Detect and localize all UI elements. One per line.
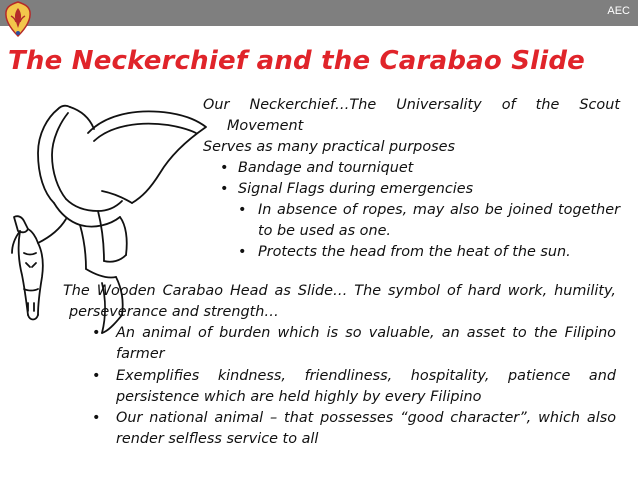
list-item: [220, 179, 620, 200]
slide-title: The Neckerchief and the Carabao Slide: [8, 46, 585, 76]
bullet-icon: •: [238, 244, 247, 260]
list-item-text: An animal of burden which is so valuable, an asset to the Filipino farmer: [116, 325, 616, 362]
list-item: [92, 366, 616, 408]
bullet-icon: •: [92, 368, 101, 384]
list-item: [92, 408, 616, 450]
bullet-icon: •: [220, 181, 229, 197]
list-item: [238, 200, 620, 242]
bullet-icon: •: [92, 410, 101, 426]
section1-subheading: Serves as many practical purposes: [203, 139, 455, 155]
bullet-icon: •: [92, 325, 101, 341]
list-item-text: In absence of ropes, may also be joined together to be used as one.: [258, 202, 620, 239]
list-item-text: Exemplifies kindness, friendliness, hospitality, patience and persistence which are held highly by every Filipino: [116, 368, 616, 405]
section1-heading: [203, 95, 620, 137]
list-item-text: Bandage and tourniquet: [238, 160, 414, 176]
list-item-text: Signal Flags during emergencies: [238, 181, 474, 197]
section2-heading-text: The Wooden Carabao Head as Slide… The symbol of hard work, humility, perseverance and strength…: [63, 283, 616, 320]
top-bar: [0, 0, 638, 26]
bullet-icon: •: [220, 160, 229, 176]
list-item: [92, 323, 616, 365]
section2-heading: [63, 281, 616, 323]
list-item: [238, 242, 620, 263]
list-item: [220, 158, 620, 179]
aec-badge: AEC: [607, 5, 630, 17]
list-item-text: Our national animal – that possesses “good character”, which also render selfless service to all: [116, 410, 616, 447]
section1-heading-text: Our Neckerchief…The Universality of the Scout Movement: [203, 97, 620, 134]
bullet-icon: •: [238, 202, 247, 218]
list-item-text: Protects the head from the heat of the sun.: [258, 244, 571, 260]
scout-emblem-icon: [2, 0, 34, 40]
